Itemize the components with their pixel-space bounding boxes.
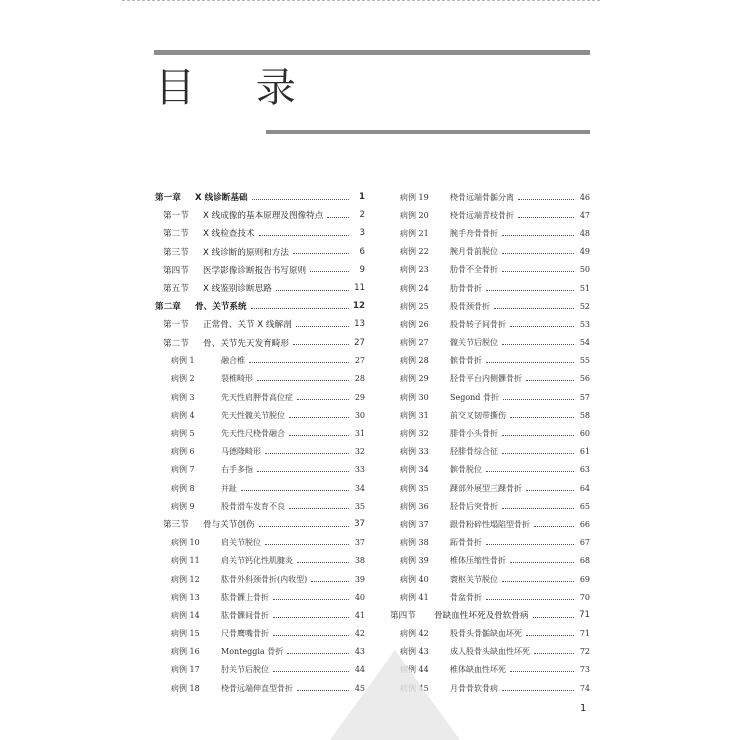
dot-leader	[502, 581, 574, 582]
dot-leader	[297, 399, 349, 400]
toc-entry-label: 第四节	[163, 265, 189, 276]
toc-entry-page: 38	[354, 556, 365, 566]
toc-entry-title: 跖骨骨折	[450, 538, 482, 548]
toc-entry-label: 病例 8	[171, 483, 195, 493]
dot-leader	[293, 344, 349, 345]
dot-leader	[276, 290, 349, 291]
dot-leader	[257, 471, 349, 472]
toc-case-entry[interactable]	[390, 206, 590, 224]
dot-leader	[502, 271, 574, 272]
toc-entry-label: 第二章	[155, 302, 181, 313]
dot-leader	[257, 380, 349, 381]
toc-entry-label: 病例 36	[400, 501, 429, 511]
toc-entry-page: 9	[359, 264, 365, 275]
toc-entry-label: 病例 23	[400, 265, 429, 275]
dot-leader	[534, 653, 574, 654]
toc-entry-page: 46	[579, 192, 590, 202]
toc-entry-label: 病例 1	[171, 356, 195, 366]
toc-case-entry[interactable]	[390, 588, 590, 606]
toc-entry-label: 病例 45	[400, 683, 429, 693]
toc-entry-label: 病例 32	[400, 429, 429, 439]
dot-leader	[502, 235, 574, 236]
toc-entry-title: 椎体缺血性坏死	[450, 665, 506, 675]
dot-leader	[518, 217, 574, 218]
toc-entry-label: 第三节	[163, 247, 189, 258]
toc-entry-page: 60	[579, 429, 590, 439]
toc-entry-label: 病例 39	[400, 556, 429, 566]
toc-entry-page: 28	[354, 374, 365, 384]
toc-section-entry[interactable]	[155, 206, 365, 224]
toc-entry-title: X 线检查技术	[203, 229, 255, 240]
toc-section-entry[interactable]	[155, 315, 365, 333]
toc-right-column	[390, 188, 590, 697]
toc-entry-page: 69	[579, 574, 590, 584]
dot-leader	[327, 217, 349, 218]
toc-entry-label: 第五节	[163, 284, 189, 295]
toc-entry-label: 病例 11	[171, 556, 200, 566]
dot-leader	[289, 435, 349, 436]
toc-entry-title: 腓骨小头骨折	[450, 429, 498, 439]
toc-entry-page: 37	[354, 538, 365, 548]
toc-entry-title: 髌骨骨折	[450, 356, 482, 366]
toc-entry-page: 40	[354, 592, 365, 602]
watermark-triangle	[330, 650, 460, 740]
toc-entry-title: 马德隆畸形	[221, 447, 261, 457]
dot-leader	[533, 617, 574, 618]
toc-entry-title: 踝部外展型三踝骨折	[450, 483, 522, 493]
toc-case-entry[interactable]	[390, 461, 590, 479]
toc-case-entry[interactable]	[390, 388, 590, 406]
toc-entry-label: 病例 6	[171, 447, 195, 457]
dot-leader	[265, 453, 349, 454]
toc-case-entry[interactable]	[390, 224, 590, 242]
toc-entry-page: 56	[579, 374, 590, 384]
dot-leader	[486, 362, 574, 363]
dot-leader	[518, 199, 574, 200]
toc-entry-title: 骨缺血性坏死及骨软骨病	[434, 611, 529, 622]
toc-case-entry[interactable]	[390, 424, 590, 442]
toc-entry-page: 52	[579, 301, 590, 311]
toc-entry-page: 54	[579, 338, 590, 348]
toc-case-entry[interactable]	[155, 606, 365, 624]
toc-case-entry[interactable]	[155, 570, 365, 588]
toc-entry-page: 42	[354, 629, 365, 639]
toc-entry-title: 前交叉韧带撕伤	[450, 410, 506, 420]
toc-case-entry[interactable]	[155, 370, 365, 388]
toc-entry-label: 病例 9	[171, 501, 195, 511]
toc-section-entry[interactable]	[155, 279, 365, 297]
toc-entry-page: 41	[354, 610, 365, 620]
toc-entry-title: 股骨头骨骺缺血坏死	[450, 629, 522, 639]
toc-case-entry[interactable]	[390, 370, 590, 388]
page-number: 1	[580, 703, 587, 714]
toc-case-entry[interactable]	[390, 443, 590, 461]
toc-entry-label: 病例 5	[171, 429, 195, 439]
toc-entry-title: 寰枢关节脱位	[450, 574, 498, 584]
toc-entry-page: 43	[354, 647, 365, 657]
dot-leader	[289, 508, 349, 509]
toc-entry-title: X 线诊断的原则和方法	[203, 247, 289, 258]
toc-entry-title: 成人股骨头缺血性坏死	[450, 647, 530, 657]
toc-case-entry[interactable]	[155, 352, 365, 370]
toc-section-entry[interactable]	[155, 334, 365, 352]
toc-case-entry[interactable]	[155, 424, 365, 442]
toc-entry-page: 31	[354, 429, 365, 439]
toc-entry-page: 2	[359, 210, 365, 221]
toc-section-entry[interactable]	[155, 224, 365, 242]
toc-entry-page: 71	[579, 629, 590, 639]
toc-case-entry[interactable]	[390, 334, 590, 352]
toc-entry-title: 椎体压缩性骨折	[450, 556, 506, 566]
toc-entry-title: 跟骨粉碎性塌陷型骨折	[450, 519, 530, 529]
toc-entry-page: 33	[354, 465, 365, 475]
toc-case-entry[interactable]	[390, 515, 590, 533]
toc-case-entry[interactable]	[390, 279, 590, 297]
toc-entry-page: 51	[579, 283, 590, 293]
toc-entry-page: 50	[579, 265, 590, 275]
toc-entry-page: 30	[354, 410, 365, 420]
toc-entry-label: 病例 31	[400, 410, 429, 420]
dot-leader	[503, 399, 574, 400]
toc-entry-label: 病例 29	[400, 374, 429, 384]
toc-entry-title: 先天性尺桡骨融合	[221, 429, 285, 439]
toc-entry-title: 髋关节后脱位	[450, 338, 498, 348]
toc-entry-label: 病例 33	[400, 447, 429, 457]
toc-entry-page: 58	[579, 410, 590, 420]
dot-leader	[311, 581, 349, 582]
toc-entry-page: 1	[359, 192, 365, 203]
dot-leader	[273, 617, 349, 618]
toc-entry-label: 病例 30	[400, 392, 429, 402]
toc-entry-page: 55	[579, 356, 590, 366]
dot-leader	[526, 380, 574, 381]
title-bottom-rule	[266, 130, 590, 134]
toc-entry-title: X 线鉴别诊断思路	[203, 284, 272, 295]
toc-entry-label: 病例 41	[400, 592, 429, 602]
toc-entry-label: 第二节	[163, 229, 189, 240]
toc-entry-label: 第一节	[163, 211, 189, 222]
toc-entry-page: 70	[579, 592, 590, 602]
toc-entry-title: 肋骨骨折	[450, 283, 482, 293]
toc-entry-label: 病例 13	[171, 592, 200, 602]
toc-entry-page: 44	[354, 665, 365, 675]
toc-entry-title: 先天性肩胛骨高位症	[221, 392, 293, 402]
toc-case-entry[interactable]	[155, 588, 365, 606]
toc-entry-title: 骨、关节先天发育畸形	[203, 338, 289, 349]
toc-entry-title: 融合椎	[221, 356, 245, 366]
toc-entry-page: 27	[354, 337, 365, 348]
toc-entry-page: 27	[354, 356, 365, 366]
toc-case-entry[interactable]	[155, 443, 365, 461]
toc-entry-title: 尺骨鹰嘴骨折	[221, 629, 269, 639]
toc-entry-title: 肘关节后脱位	[221, 665, 269, 675]
toc-entry-title: 月骨骨软骨病	[450, 683, 498, 693]
dot-leader	[297, 562, 349, 563]
toc-entry-title: 骨、关节系统	[195, 302, 247, 313]
toc-entry-page: 3	[359, 228, 365, 239]
toc-case-entry[interactable]	[155, 461, 365, 479]
toc-entry-label: 病例 35	[400, 483, 429, 493]
toc-entry-title: 先天性髋关节脱位	[221, 410, 285, 420]
toc-chapter-entry[interactable]	[155, 297, 365, 315]
toc-entry-title: 股骨转子间骨折	[450, 319, 506, 329]
toc-case-entry[interactable]	[155, 388, 365, 406]
toc-entry-title: Segond 骨折	[450, 392, 499, 402]
toc-entry-page: 65	[579, 501, 590, 511]
dot-leader	[494, 308, 574, 309]
toc-entry-label: 第三节	[163, 520, 189, 531]
toc-entry-page: 6	[359, 246, 365, 257]
toc-entry-title: 髌骨脱位	[450, 465, 482, 475]
toc-entry-page: 37	[354, 519, 365, 530]
toc-section-entry[interactable]	[155, 261, 365, 279]
toc-entry-label: 病例 43	[400, 647, 429, 657]
toc-entry-title: 肋骨不全骨折	[450, 265, 498, 275]
dot-leader	[265, 544, 349, 545]
toc-case-entry[interactable]	[155, 534, 365, 552]
toc-entry-label: 病例 2	[171, 374, 195, 384]
dot-leader	[510, 417, 574, 418]
dot-leader	[289, 417, 349, 418]
toc-entry-page: 67	[579, 538, 590, 548]
toc-case-entry[interactable]	[390, 552, 590, 570]
dot-leader	[251, 308, 349, 309]
toc-entry-page: 35	[354, 501, 365, 511]
dot-leader	[502, 690, 574, 691]
top-dashed-rule	[122, 0, 600, 1]
toc-entry-title: 肩关节脱位	[221, 538, 261, 548]
toc-case-entry[interactable]	[390, 625, 590, 643]
toc-entry-label: 病例 20	[400, 210, 429, 220]
toc-case-entry[interactable]	[390, 297, 590, 315]
toc-case-entry[interactable]	[390, 315, 590, 333]
toc-entry-title: 胫骨后突骨折	[450, 501, 498, 511]
toc-entry-page: 71	[579, 610, 590, 621]
dot-leader	[241, 490, 349, 491]
toc-case-entry[interactable]	[390, 243, 590, 261]
toc-entry-title: 肱骨髁间骨折	[221, 610, 269, 620]
toc-entry-title: X 线诊断基础	[195, 193, 248, 204]
toc-entry-label: 第四节	[390, 611, 416, 622]
toc-entry-label: 病例 12	[171, 574, 200, 584]
toc-case-entry[interactable]	[390, 497, 590, 515]
toc-entry-label: 病例 10	[171, 538, 200, 548]
dot-leader	[310, 271, 349, 272]
title-top-rule	[154, 50, 590, 55]
toc-entry-page: 64	[579, 483, 590, 493]
toc-entry-label: 病例 22	[400, 247, 429, 257]
toc-entry-page: 74	[579, 683, 590, 693]
toc-entry-title: 桡骨远端骨骺分离	[450, 192, 514, 202]
dot-leader	[526, 490, 574, 491]
toc-section-entry[interactable]	[155, 243, 365, 261]
toc-entry-label: 病例 21	[400, 228, 429, 238]
toc-entry-page: 34	[354, 483, 365, 493]
toc-entry-label: 病例 24	[400, 283, 429, 293]
toc-entry-title: 胫腓骨综合征	[450, 447, 498, 457]
toc-entry-title: 桡骨远端青枝骨折	[450, 210, 514, 220]
dot-leader	[510, 671, 574, 672]
toc-entry-label: 病例 27	[400, 338, 429, 348]
toc-entry-title: 骨与关节创伤	[203, 520, 255, 531]
toc-section-entry[interactable]	[390, 606, 590, 624]
toc-entry-title: Monteggia 骨折	[221, 647, 284, 657]
dot-leader	[502, 435, 574, 436]
toc-entry-title: 医学影像诊断报告书写原则	[203, 265, 307, 276]
toc-entry-page: 29	[354, 392, 365, 402]
toc-case-entry[interactable]	[155, 552, 365, 570]
toc-entry-label: 病例 17	[171, 665, 200, 675]
toc-entry-title: X 线成像的基本原理及图像特点	[203, 211, 324, 222]
toc-entry-page: 72	[579, 647, 590, 657]
toc-entry-title: 肱骨髁上骨折	[221, 592, 269, 602]
toc-entry-label: 病例 3	[171, 392, 195, 402]
toc-entry-title: 股骨滑车发育不良	[221, 501, 285, 511]
page-title: 目 录	[155, 65, 320, 111]
toc-entry-page: 57	[579, 392, 590, 402]
toc-chapter-entry[interactable]	[155, 188, 365, 206]
toc-entry-label: 病例 40	[400, 574, 429, 584]
dot-leader	[502, 344, 574, 345]
toc-entry-label: 病例 28	[400, 356, 429, 366]
toc-entry-title: 腕手舟骨骨折	[450, 228, 498, 238]
toc-entry-page: 49	[579, 247, 590, 257]
toc-entry-page: 11	[354, 283, 365, 294]
toc-case-entry[interactable]	[390, 261, 590, 279]
toc-entry-label: 病例 4	[171, 410, 195, 420]
toc-entry-title: 骨盆骨折	[450, 592, 482, 602]
toc-case-entry[interactable]	[390, 570, 590, 588]
toc-case-entry[interactable]	[390, 534, 590, 552]
dot-leader	[296, 326, 349, 327]
toc-entry-label: 病例 18	[171, 683, 200, 693]
dot-leader	[486, 599, 574, 600]
dot-leader	[486, 471, 574, 472]
toc-entry-page: 32	[354, 447, 365, 457]
dot-leader	[259, 526, 349, 527]
dot-leader	[249, 362, 349, 363]
toc-case-entry[interactable]	[155, 479, 365, 497]
toc-entry-title: 股骨颈骨折	[450, 301, 490, 311]
toc-entry-label: 病例 38	[400, 538, 429, 548]
toc-section-entry[interactable]	[155, 515, 365, 533]
toc-entry-page: 13	[354, 319, 365, 330]
toc-entry-title: 裂椎畸形	[221, 374, 253, 384]
toc-left-column	[155, 188, 365, 697]
dot-leader	[273, 635, 349, 636]
toc-entry-title: 正常骨、关节 X 线解剖	[203, 320, 292, 331]
toc-entry-label: 病例 37	[400, 519, 429, 529]
toc-entry-title: 桡骨远端伸直型骨折	[221, 683, 293, 693]
toc-entry-label: 病例 16	[171, 647, 200, 657]
toc-entry-title: 并趾	[221, 483, 237, 493]
toc-entry-label: 第一章	[155, 193, 181, 204]
toc-entry-label: 病例 19	[400, 192, 429, 202]
toc-entry-label: 病例 25	[400, 301, 429, 311]
toc-entry-title: 肱骨外科颈骨折(内收型)	[221, 574, 308, 584]
toc-entry-label: 病例 42	[400, 629, 429, 639]
toc-case-entry[interactable]	[390, 188, 590, 206]
toc-entry-page: 47	[579, 210, 590, 220]
toc-entry-label: 第二节	[163, 338, 189, 349]
toc-entry-page: 63	[579, 465, 590, 475]
dot-leader	[486, 290, 574, 291]
toc-entry-page: 61	[579, 447, 590, 457]
toc-entry-page: 45	[354, 683, 365, 693]
toc-entry-label: 病例 26	[400, 319, 429, 329]
toc-entry-page: 53	[579, 319, 590, 329]
toc-entry-label: 病例 44	[400, 665, 429, 675]
toc-entry-label: 病例 34	[400, 465, 429, 475]
toc-case-entry[interactable]	[390, 352, 590, 370]
dot-leader	[252, 199, 349, 200]
dot-leader	[510, 326, 574, 327]
toc-entry-label: 病例 14	[171, 610, 200, 620]
dot-leader	[502, 253, 574, 254]
toc-case-entry[interactable]	[155, 625, 365, 643]
toc-entry-page: 66	[579, 519, 590, 529]
dot-leader	[486, 544, 574, 545]
dot-leader	[259, 235, 349, 236]
toc-entry-title: 胫骨平台内侧髁骨折	[450, 374, 522, 384]
toc-entry-label: 病例 7	[171, 465, 195, 475]
toc-case-entry[interactable]	[390, 479, 590, 497]
dot-leader	[502, 508, 574, 509]
toc-entry-page: 68	[579, 556, 590, 566]
dot-leader	[510, 562, 574, 563]
dot-leader	[534, 526, 574, 527]
toc-entry-label: 第一节	[163, 320, 189, 331]
toc-entry-page: 73	[579, 665, 590, 675]
toc-entry-page: 48	[579, 228, 590, 238]
toc-entry-label: 病例 15	[171, 629, 200, 639]
toc-entry-title: 肩关节钙化性肌腱炎	[221, 556, 293, 566]
toc-case-entry[interactable]	[390, 406, 590, 424]
toc-case-entry[interactable]	[155, 406, 365, 424]
toc-entry-title: 腕月骨前脱位	[450, 247, 498, 257]
dot-leader	[273, 599, 349, 600]
toc-entry-title: 右手多指	[221, 465, 253, 475]
toc-case-entry[interactable]	[155, 497, 365, 515]
dot-leader	[526, 635, 574, 636]
dot-leader	[293, 253, 349, 254]
dot-leader	[502, 453, 574, 454]
toc-entry-page: 39	[354, 574, 365, 584]
toc-entry-page: 12	[353, 301, 365, 312]
